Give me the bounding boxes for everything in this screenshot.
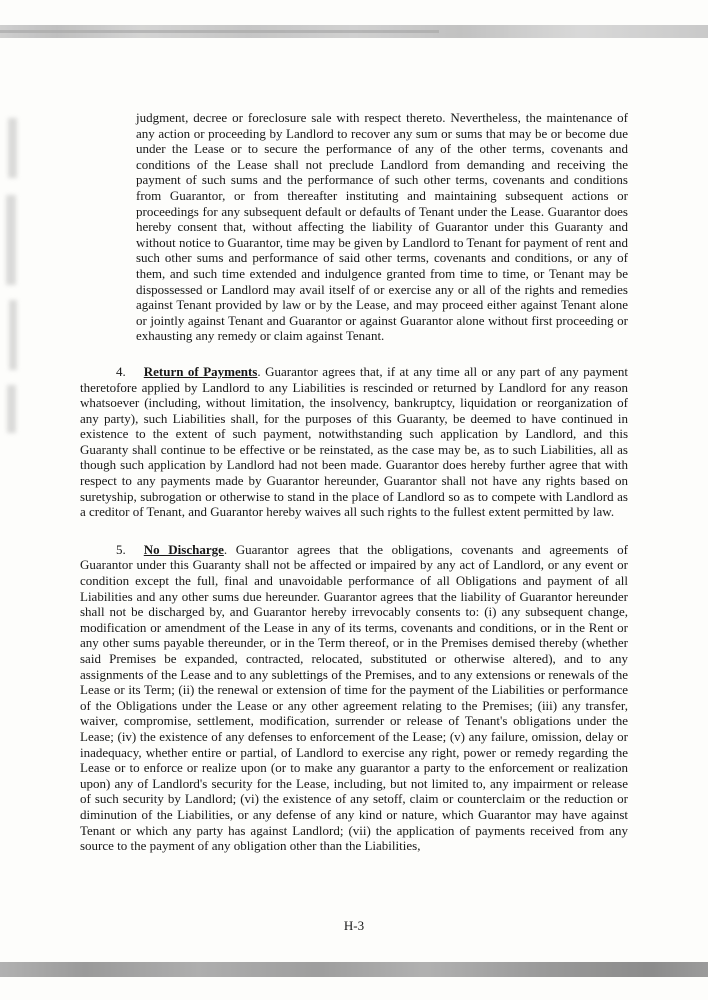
section-4-heading: Return of Payments [143,363,258,379]
scan-artifact-smudge [9,300,17,370]
scan-artifact-smudge [8,118,17,178]
scan-artifact-top-band [0,25,708,38]
scan-artifact-smudge [7,385,16,433]
section-4-paragraph [80,364,628,520]
scan-artifact-bottom-band [0,962,708,977]
section-4-body: . Guarantor agrees that, if at any time all or any part of any payment theretofore applied by Landlord to any Liabilities is rescinded or returned by Landlord for any reason whatsoever (including, without limitation, the insolvency, bankruptcy, liquidation or reorganization of any party), such Liabilities shall, for the purposes of this Guaranty, be deemed to have continued in existence to the extent of such payment, notwithstanding such application by Landlord, and this Guaranty shall continue to be effective or be reinstated, as the case may be, as to such Liabilities, all as though such application by Landlord had not been made. Guarantor does hereby further agree that with respect to any payments made by Guarantor hereunder, Guarantor shall not have any rights based on suretyship, subrogation or otherwise to stand in the place of Landlord so as to compete with Landlord as a creditor of Tenant, and Guarantor hereby waives all such rights to the fullest extent permitted by law. [80,363,628,520]
section-5-heading: No Discharge [143,541,224,557]
page-number: H-3 [343,918,365,933]
section-5-paragraph [80,542,628,854]
section-5-number: 5. [116,541,126,557]
section-5-body: . Guarantor agrees that the obligations, covenants and agreements of Guarantor under this Guaranty shall not be affected or impaired by any act of Landlord, or any event or condition except the full, final and unavoidable performance of all Obligations and payment of all Liabilities and any other sums due hereunder. Guarantor agrees that the liability of Guarantor hereunder shall not be discharged by, and Guarantor hereby irrevocably consents to: (i) any subsequent change, modification or amendment of the Lease in any of its terms, covenants and conditions, or in the Rent or any other sums payable thereunder, or in the Term thereof, or in the Premises demised thereby (whether said Premises be expanded, contracted, relocated, substituted or otherwise altered), and to any assignments of the Lease and to any sublettings of the Premises, and to any extensions or renewals of the Lease or its Term; (ii) the renewal or extension of time for the payment of the Liabilities or performance of the Obligations under the Lease or any other agreement relating to the Premises; (iii) any transfer, waiver, compromise, settlement, modification, surrender or release of Tenant's obligations under the Lease; (iv) the existence of any defenses to enforcement of the Lease; (v) any failure, omission, delay or inadequacy, whether entire or partial, of Landlord to exercise any right, power or remedy regarding the Lease or to enforce or realize upon (or to make any guarantor a party to the enforcement or realization upon) any of Landlord's security for the Lease, including, but not limited to, any impairment or release of such security by Landlord; (vi) the existence of any setoff, claim or counterclaim or the reduction or diminution of the Liabilities, or any defense of any kind or nature, which Guarantor may have against Tenant or which any party has against Landlord; (vii) the application of payments received from any source to the payment of any obligation other than the Liabilities, [80,541,628,854]
section-4-number: 4. [116,363,126,379]
continuation-paragraph: judgment, decree or foreclosure sale with respect thereto. Nevertheless, the maintenance of any action or proceeding by Landlord to recover any sum or sums that may be or become due under the Lease or to secure the performance of any of the other terms, covenants and conditions of the Lease shall not preclude Landlord from demanding and receiving the payment of such sums and the performance of such other terms, covenants and conditions from Guarantor, or from thereafter instituting and maintaining subsequent actions or proceedings for any subsequent default or defaults of Tenant under the Lease. Guarantor does hereby consent that, without affecting the liability of Guarantor under this Guaranty and without notice to Guarantor, time may be given by Landlord to Tenant for payment of rent and such other sums and performance of said other terms, covenants and conditions, or any of them, and such time extended and indulgence granted from time to time, or Tenant may be dispossessed or Landlord may avail itself of or exercise any or all of the rights and remedies against Tenant provided by law or by the Lease, and may proceed either against Tenant alone or jointly against Tenant and Guarantor or against Guarantor alone without first proceeding or exhausting any remedy or claim against Tenant. [136,110,628,344]
document-body [80,110,628,854]
scan-artifact-smudge [6,195,16,285]
